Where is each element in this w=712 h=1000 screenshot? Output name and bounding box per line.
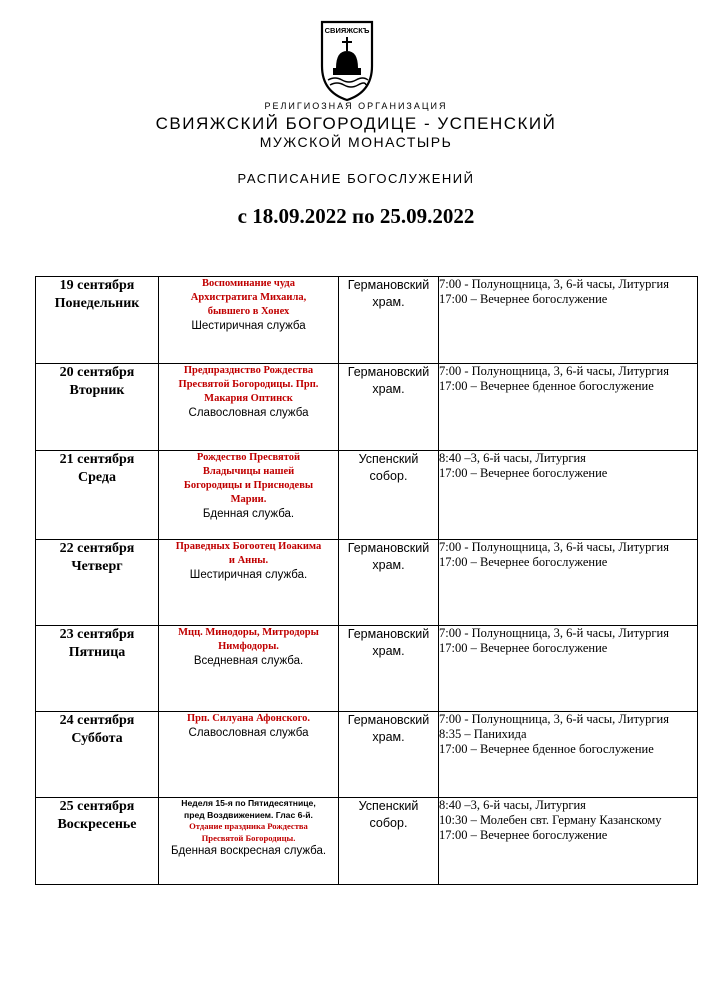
feast-name: Отдание праздника Рождества bbox=[189, 821, 308, 831]
place-cell bbox=[339, 540, 439, 626]
feast-cell bbox=[159, 798, 339, 885]
schedule-row bbox=[36, 798, 698, 885]
organization-name-line1: СВИЯЖСКИЙ БОГОРОДИЦЕ - УСПЕНСКИЙ bbox=[155, 114, 557, 133]
service-time: 17:00 – Вечернее богослужение bbox=[439, 292, 608, 306]
service-time: 7:00 - Полунощница, 3, 6-й часы, Литургия bbox=[439, 277, 669, 291]
schedule-title: РАСПИСАНИЕ БОГОСЛУЖЕНИЙ bbox=[237, 171, 475, 186]
schedule-row bbox=[36, 451, 698, 540]
times-cell bbox=[439, 540, 698, 626]
feast-name: бывшего в Хонех bbox=[207, 306, 290, 317]
place-name: собор. bbox=[369, 469, 408, 483]
service-time: 7:00 - Полунощница, 3, 6-й часы, Литургия bbox=[439, 712, 669, 726]
logo-lettering: СВИЯЖСКЪ bbox=[324, 26, 370, 35]
day-date: 25 сентября bbox=[59, 799, 135, 814]
day-date: 20 сентября bbox=[59, 365, 135, 380]
day-cell bbox=[36, 798, 159, 885]
service-time: 17:00 – Вечернее богослужение bbox=[439, 466, 608, 480]
feast-cell bbox=[159, 277, 339, 364]
day-weekday: Суббота bbox=[71, 731, 123, 746]
service-type: Бденная воскресная служба. bbox=[170, 845, 327, 857]
service-time: 10:30 – Молебен свт. Герману Казанскому bbox=[439, 813, 662, 827]
day-date: 23 сентября bbox=[59, 627, 135, 642]
place-cell bbox=[339, 277, 439, 364]
place-name: Германовский bbox=[347, 365, 430, 379]
feast-name: Прп. Силуана Афонского. bbox=[186, 713, 311, 724]
schedule-row bbox=[36, 277, 698, 364]
feast-name: Предпразднство Рождества bbox=[183, 365, 314, 376]
place-cell bbox=[339, 712, 439, 798]
service-type: Славословная служба bbox=[188, 407, 309, 419]
day-cell bbox=[36, 712, 159, 798]
day-weekday: Четверг bbox=[71, 559, 123, 574]
times-cell bbox=[439, 626, 698, 712]
place-name: Германовский bbox=[347, 541, 430, 555]
feast-name: Богородицы и Приснодевы bbox=[183, 480, 314, 491]
schedule-table bbox=[35, 276, 698, 885]
place-name: храм. bbox=[372, 558, 405, 572]
day-cell bbox=[36, 364, 159, 451]
feast-cell bbox=[159, 451, 339, 540]
day-cell bbox=[36, 277, 159, 364]
day-date: 21 сентября bbox=[59, 452, 135, 467]
day-weekday: Понедельник bbox=[54, 296, 140, 311]
service-time: 17:00 – Вечернее богослужение bbox=[439, 555, 608, 569]
feast-name: Рождество Пресвятой bbox=[196, 452, 301, 463]
feast-cell bbox=[159, 364, 339, 451]
place-name: храм. bbox=[372, 382, 405, 396]
service-time: 7:00 - Полунощница, 3, 6-й часы, Литургия bbox=[439, 540, 669, 554]
place-cell bbox=[339, 798, 439, 885]
service-time: 7:00 - Полунощница, 3, 6-й часы, Литургия bbox=[439, 626, 669, 640]
place-cell bbox=[339, 364, 439, 451]
place-name: храм. bbox=[372, 295, 405, 309]
service-time: 17:00 – Вечернее бденное богослужение bbox=[439, 742, 654, 756]
feast-name: Воспоминание чуда bbox=[202, 278, 295, 289]
feast-name: Праведных Богоотец Иоакима bbox=[175, 541, 322, 552]
times-cell bbox=[439, 798, 698, 885]
feast-name: Марии. bbox=[230, 494, 267, 505]
place-cell bbox=[339, 451, 439, 540]
day-weekday: Воскресенье bbox=[57, 817, 137, 832]
sunday-note: Неделя 15-я по Пятидесятнице, bbox=[181, 798, 316, 808]
times-cell bbox=[439, 364, 698, 451]
times-cell bbox=[439, 451, 698, 540]
place-name: собор. bbox=[369, 816, 408, 830]
feast-name: Мцц. Минодоры, Митродоры bbox=[178, 627, 319, 638]
feast-cell bbox=[159, 712, 339, 798]
place-name: храм. bbox=[372, 644, 405, 658]
date-range: с 18.09.2022 по 25.09.2022 bbox=[237, 204, 475, 228]
day-cell bbox=[36, 540, 159, 626]
sunday-note: пред Воздвижением. Глас 6-й. bbox=[184, 809, 313, 820]
service-time: 8:40 –3, 6-й часы, Литургия bbox=[439, 798, 586, 812]
monastery-logo bbox=[318, 20, 376, 102]
service-type: Шестиричная служба bbox=[191, 320, 306, 332]
place-name: Германовский bbox=[347, 278, 430, 292]
schedule-row bbox=[36, 540, 698, 626]
feast-cell bbox=[159, 626, 339, 712]
feast-name: и Анны. bbox=[228, 555, 269, 566]
day-date: 24 сентября bbox=[59, 713, 135, 728]
service-type: Бденная служба. bbox=[202, 508, 295, 520]
place-name: Успенский bbox=[358, 799, 419, 813]
day-weekday: Пятница bbox=[68, 645, 126, 660]
service-type: Шестиричная служба. bbox=[189, 569, 308, 581]
feast-name: Владычицы нашей bbox=[202, 466, 295, 477]
service-time: 17:00 – Вечернее богослужение bbox=[439, 828, 608, 842]
schedule-row bbox=[36, 626, 698, 712]
feast-cell bbox=[159, 540, 339, 626]
day-weekday: Среда bbox=[77, 470, 116, 485]
feast-name: Пресвятой Богородицы. Прп. bbox=[178, 379, 319, 390]
feast-name: Архистратига Михаила, bbox=[190, 292, 307, 303]
place-name: Успенский bbox=[358, 452, 419, 466]
place-name: Германовский bbox=[347, 627, 430, 641]
times-cell bbox=[439, 277, 698, 364]
organization-type: РЕЛИГИОЗНАЯ ОРГАНИЗАЦИЯ bbox=[264, 101, 448, 111]
day-cell bbox=[36, 626, 159, 712]
feast-name: Макария Оптинск bbox=[204, 393, 293, 404]
place-name: Германовский bbox=[347, 713, 430, 727]
place-name: храм. bbox=[372, 730, 405, 744]
day-date: 19 сентября bbox=[59, 278, 135, 293]
feast-name: Пресвятой Богородицы. bbox=[201, 832, 296, 843]
day-cell bbox=[36, 451, 159, 540]
day-date: 22 сентября bbox=[59, 541, 135, 556]
schedule-row bbox=[36, 712, 698, 798]
schedule-row bbox=[36, 364, 698, 451]
times-cell bbox=[439, 712, 698, 798]
service-time: 8:35 – Панихида bbox=[439, 727, 527, 741]
service-time: 7:00 - Полунощница, 3, 6-й часы, Литургия bbox=[439, 364, 669, 378]
organization-name-line2: МУЖСКОЙ МОНАСТЫРЬ bbox=[259, 134, 453, 150]
day-weekday: Вторник bbox=[69, 383, 125, 398]
feast-name: Нимфодоры. bbox=[218, 641, 279, 652]
place-cell bbox=[339, 626, 439, 712]
service-type: Вседневная служба. bbox=[193, 655, 304, 667]
service-time: 17:00 – Вечернее бденное богослужение bbox=[439, 379, 654, 393]
service-type: Славословная служба bbox=[188, 727, 309, 739]
service-time: 17:00 – Вечернее богослужение bbox=[439, 641, 608, 655]
service-time: 8:40 –3, 6-й часы, Литургия bbox=[439, 451, 586, 465]
